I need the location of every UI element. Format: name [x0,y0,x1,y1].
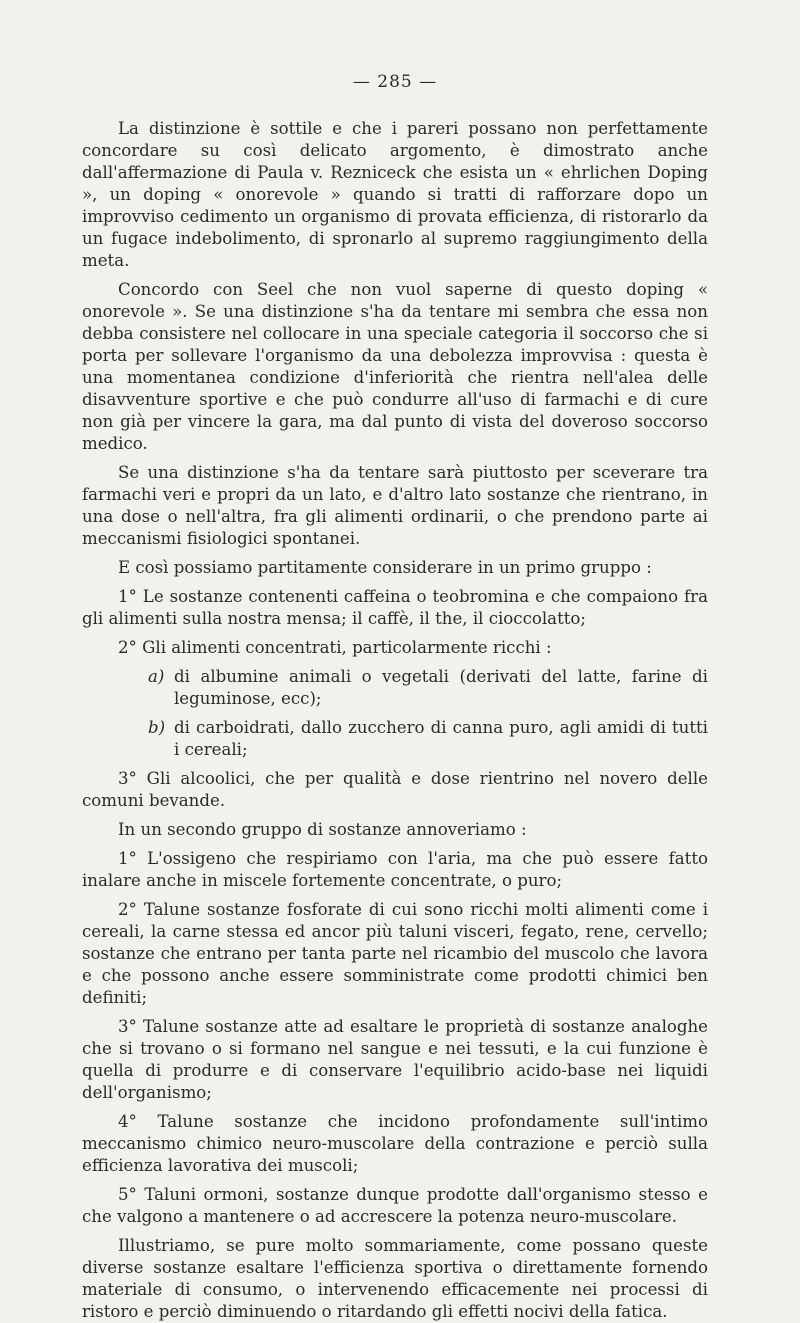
body-text [82,118,708,1323]
sub-item-text: di albumine animali o vegetali (derivati del latte, farine di leguminose, ecc); [174,667,708,708]
paragraph: Concordo con Seel che non vuol saperne di questo doping « onorevole ». Se una distinzione s'ha da tentare mi sembra che essa non debba consistere nel collocare in una speciale categoria il soccorso che si porta per sollevare l'organismo da una debolezza improvvisa : questa è una momentanea condizione d'inferiorità che rientra nell'alea delle disavventure sportive e che può condurre all'uso di farmachi e di cure non già per vincere la gara, ma dal punto di vista del doveroso soccorso medico. [82,280,708,453]
sub-list-item [148,666,708,710]
list-item: 2° Gli alimenti concentrati, particolarmente ricchi : [118,638,552,657]
list-item: 5° Taluni ormoni, sostanze dunque prodotte dall'organismo stesso e che valgono a mantenere o ad accrescere la potenza neuro-muscolare. [82,1185,708,1226]
list-item: 4° Talune sostanze che incidono profondamente sull'intimo meccanismo chimico neuro-muscolare della contrazione e perciò sulla efficienza lavorativa dei muscoli; [82,1112,708,1175]
paragraph: E così possiamo partitamente considerare in un primo gruppo : [118,558,652,577]
paragraph: In un secondo gruppo di sostanze annoveriamo : [118,820,527,839]
list-item: 1° Le sostanze contenenti caffeina o teobromina e che compaiono fra gli alimenti sulla nostra mensa; il caffè, il the, il cioccolatto; [82,587,708,628]
sub-list-item [148,717,708,761]
paragraph: Se una distinzione s'ha da tentare sarà piuttosto per sceverare tra farmachi veri e propri da un lato, e d'altro lato sostanze che rientrano, in una dose o nell'altra, fra gli alimenti ordinarii, o che prendono parte ai meccanismi fisiologici spontanei. [82,463,708,548]
sub-item-text: di carboidrati, dallo zucchero di canna puro, agli amidi di tutti i cereali; [174,718,708,759]
sub-item-letter: a) [148,667,165,686]
list-item: 1° L'ossigeno che respiriamo con l'aria, ma che può essere fatto inalare anche in miscele fortemente concentrate, o puro; [82,849,708,890]
list-item: 2° Talune sostanze fosforate di cui sono ricchi molti alimenti come i cereali, la carne stessa ed ancor più taluni visceri, fegato, rene, cervello; sostanze che entrano per tanta parte nel ricambio del muscolo che lavora e che possono anche essere somministrate come prodotti chimici ben definiti; [82,900,708,1007]
paragraph: La distinzione è sottile e che i pareri possano non perfettamente concordare su così delicato argomento, è dimostrato anche dall'affermazione di Paula v. Rezniceck che esista un « ehrlichen Doping », un doping « onorevole » quando si tratti di rafforzare dopo un improvviso cedimento un organismo di provata efficienza, di ristorarlo da un fugace indebolimento, di spronarlo al supremo raggiungimento della meta. [82,119,708,270]
page-number: — 285 — [352,72,438,92]
list-item: 3° Gli alcoolici, che per qualità e dose rientrino nel novero delle comuni bevande. [82,769,708,810]
list-item: 3° Talune sostanze atte ad esaltare le proprietà di sostanze analoghe che si trovano o si formano nel sangue e nei tessuti, e la cui funzione è quella di produrre e di conservare l'equilibrio acido-base nei liquidi dell'organismo; [82,1017,708,1102]
sub-item-letter: b) [148,718,166,737]
paragraph: Illustriamo, se pure molto sommariamente, come possano queste diverse sostanze esaltare l'efficienza sportiva o direttamente fornendo materiale di consumo, o intervenendo efficacemente nei processi di ristoro e perciò diminuendo o ritardando gli effetti nocivi della fatica. [82,1236,708,1321]
